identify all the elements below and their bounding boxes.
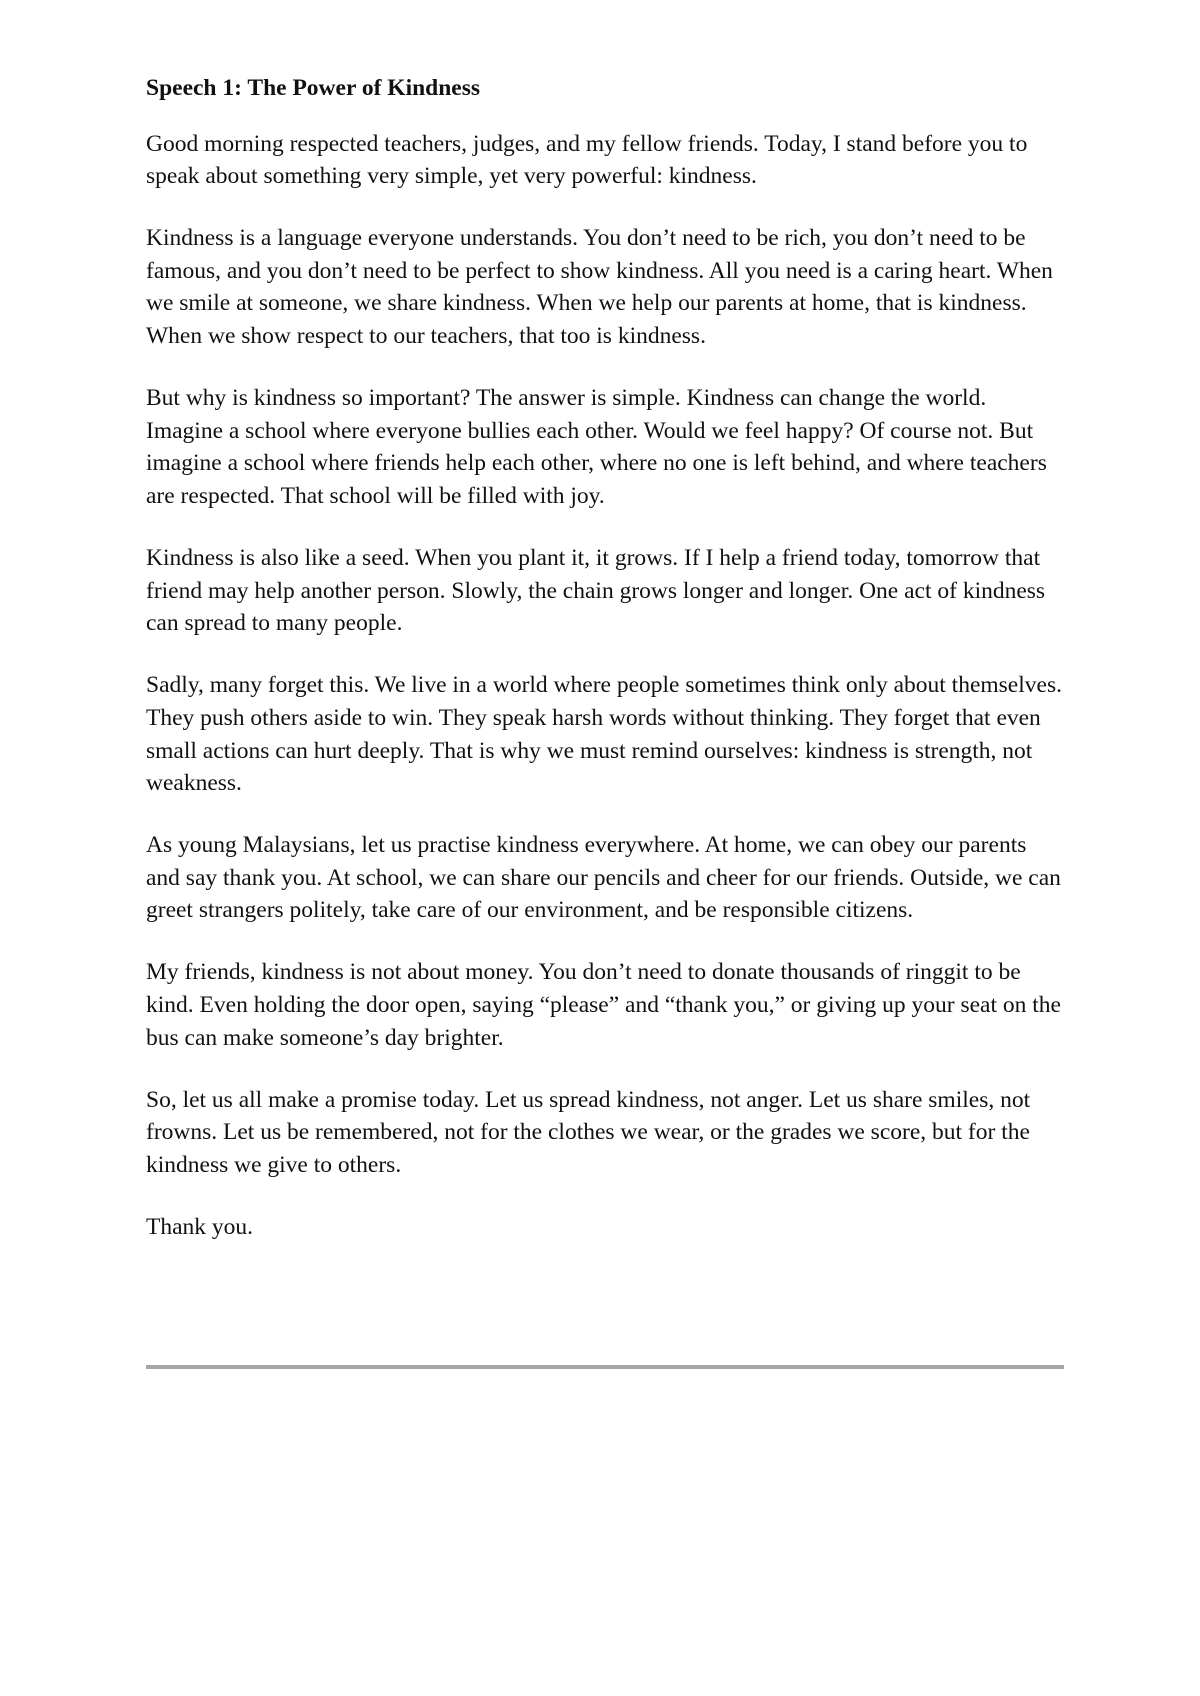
paragraph-promise: So, let us all make a promise today. Let us spread kindness, not anger. Let us share smiles, not frowns. Let us be remembered, not for the clothes we wear, or the grades we score, but for the kindness we give to others. xyxy=(146,1086,1031,1178)
paragraph-language: Kindness is a language everyone understands. You don’t need to be rich, you don’t need to be famous, and you don’t need to be perfect to show kindness. All you need is a caring heart. When we smile at someone, we share kindness. When we help our parents at home, that is kindness. When we show respect to our teachers, that too is kindness. xyxy=(146,225,1053,350)
horizontal-divider xyxy=(146,1365,1064,1369)
paragraph-greeting: Good morning respected teachers, judges, and my fellow friends. Today, I stand before you to speak about something very simple, yet very powerful: kindness. xyxy=(146,130,1028,190)
paragraph-malaysians: As young Malaysians, let us practise kindness everywhere. At home, we can obey our parents and say thank you. At school, we can share our pencils and cheer for our friends. Outside, we can greet strangers politely, take care of our environment, and be responsible citizens. xyxy=(146,832,1061,924)
paragraph-closing: Thank you. xyxy=(146,1214,254,1241)
speech-title: Speech 1: The Power of Kindness xyxy=(146,75,481,101)
paragraph-importance: But why is kindness so important? The answer is simple. Kindness can change the world. Imagine a school where everyone bullies each other. Would we feel happy? Of course not. But imagine a school where friends help each other, where no one is left behind, and where teachers are respected. That school will be filled with joy. xyxy=(146,385,1047,509)
speech-body xyxy=(146,72,1066,1273)
paragraph-forget: Sadly, many forget this. We live in a world where people sometimes think only about themselves. They push others aside to win. They speak harsh words without thinking. They forget that even small actions can hurt deeply. That is why we must remind ourselves: kindness is strength, not weakness. xyxy=(146,672,1062,797)
paragraph-money: My friends, kindness is not about money. You don’t need to donate thousands of ringgit to be kind. Even holding the door open, saying “please” and “thank you,” or giving up your seat on the bus can make someone’s day brighter. xyxy=(146,959,1061,1051)
paragraph-seed: Kindness is also like a seed. When you plant it, it grows. If I help a friend today, tomorrow that friend may help another person. Slowly, the chain grows longer and longer. One act of kindness can spread to many people. xyxy=(146,545,1046,637)
